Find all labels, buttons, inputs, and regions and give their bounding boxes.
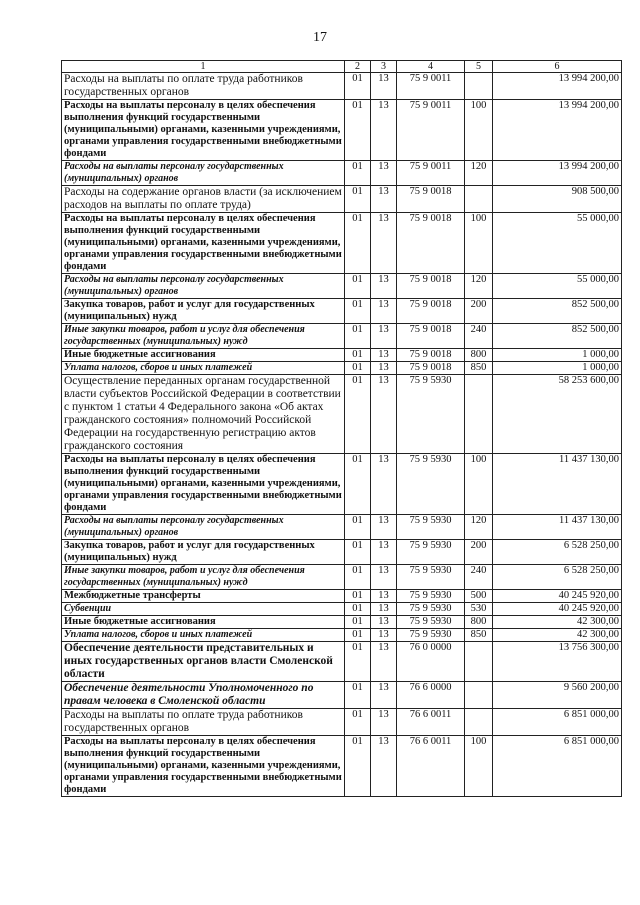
cell-amount: 58 253 600,00: [493, 375, 622, 454]
table-row: [62, 161, 622, 186]
cell-target-article: 75 9 5930: [397, 603, 465, 616]
cell-amount: 55 000,00: [493, 274, 622, 299]
cell-name: Обеспечение деятельности представительных и иных государственных органов власти Смоленской области: [62, 642, 345, 682]
cell-subsection: 13: [371, 299, 397, 324]
cell-target-article: 76 0 0000: [397, 642, 465, 682]
table-row: [62, 186, 622, 213]
table-row: [62, 540, 622, 565]
cell-name: Межбюджетные трансферты: [62, 590, 345, 603]
cell-name: Иные бюджетные ассигнования: [62, 616, 345, 629]
cell-subsection: 13: [371, 324, 397, 349]
table-row: [62, 515, 622, 540]
cell-section: 01: [345, 299, 371, 324]
cell-name: Уплата налогов, сборов и иных платежей: [62, 362, 345, 375]
cell-expense-type: 120: [465, 515, 493, 540]
table-row: [62, 736, 622, 797]
table-row: [62, 213, 622, 274]
cell-amount: 852 500,00: [493, 299, 622, 324]
cell-target-article: 75 9 5930: [397, 540, 465, 565]
cell-expense-type: 800: [465, 616, 493, 629]
cell-amount: 42 300,00: [493, 616, 622, 629]
cell-target-article: 75 9 0011: [397, 73, 465, 100]
cell-expense-type: 100: [465, 213, 493, 274]
cell-expense-type: 240: [465, 324, 493, 349]
cell-target-article: 75 9 5930: [397, 590, 465, 603]
cell-name: Иные закупки товаров, работ и услуг для обеспечения государственных (муниципальных) нужд: [62, 324, 345, 349]
cell-amount: 11 437 130,00: [493, 515, 622, 540]
cell-section: 01: [345, 736, 371, 797]
cell-target-article: 75 9 5930: [397, 454, 465, 515]
cell-subsection: 13: [371, 100, 397, 161]
cell-subsection: 13: [371, 515, 397, 540]
cell-expense-type: 200: [465, 540, 493, 565]
cell-target-article: 75 9 5930: [397, 616, 465, 629]
cell-expense-type: [465, 642, 493, 682]
cell-target-article: 75 9 0018: [397, 299, 465, 324]
table-row: [62, 682, 622, 709]
table-row: [62, 590, 622, 603]
cell-expense-type: 240: [465, 565, 493, 590]
cell-expense-type: 100: [465, 100, 493, 161]
cell-name: Иные закупки товаров, работ и услуг для обеспечения государственных (муниципальных) нужд: [62, 565, 345, 590]
cell-subsection: 13: [371, 540, 397, 565]
table-row: [62, 375, 622, 454]
cell-target-article: 75 9 0011: [397, 100, 465, 161]
cell-section: 01: [345, 454, 371, 515]
cell-expense-type: 800: [465, 349, 493, 362]
cell-name: Уплата налогов, сборов и иных платежей: [62, 629, 345, 642]
cell-section: 01: [345, 515, 371, 540]
table-row: [62, 565, 622, 590]
cell-amount: 6 851 000,00: [493, 736, 622, 797]
cell-subsection: 13: [371, 362, 397, 375]
cell-name: Расходы на выплаты персоналу в целях обеспечения выполнения функций государственными (муниципальными) органами, казенными учреждениями, органами управления государственными внебюджетными фондами: [62, 100, 345, 161]
cell-expense-type: 500: [465, 590, 493, 603]
cell-subsection: 13: [371, 454, 397, 515]
cell-target-article: 75 9 0018: [397, 213, 465, 274]
cell-section: 01: [345, 603, 371, 616]
cell-section: 01: [345, 274, 371, 299]
table-row: [62, 324, 622, 349]
cell-amount: 13 756 300,00: [493, 642, 622, 682]
cell-target-article: 76 6 0000: [397, 682, 465, 709]
cell-amount: 908 500,00: [493, 186, 622, 213]
cell-subsection: 13: [371, 642, 397, 682]
cell-target-article: 76 6 0011: [397, 709, 465, 736]
cell-section: 01: [345, 186, 371, 213]
cell-name: Расходы на выплаты персоналу в целях обеспечения выполнения функций государственными (муниципальными) органами, казенными учреждениями, органами управления государственными внебюджетными фондами: [62, 213, 345, 274]
cell-name: Расходы на выплаты персоналу государственных (муниципальных) органов: [62, 161, 345, 186]
cell-expense-type: [465, 375, 493, 454]
cell-amount: 55 000,00: [493, 213, 622, 274]
cell-section: 01: [345, 540, 371, 565]
cell-subsection: 13: [371, 213, 397, 274]
cell-amount: 13 994 200,00: [493, 161, 622, 186]
cell-expense-type: 100: [465, 454, 493, 515]
cell-target-article: 75 9 0018: [397, 274, 465, 299]
cell-amount: 40 245 920,00: [493, 603, 622, 616]
cell-name: Расходы на содержание органов власти (за исключением расходов на выплаты по оплате труда): [62, 186, 345, 213]
cell-name: Расходы на выплаты персоналу в целях обеспечения выполнения функций государственными (муниципальными) органами, казенными учреждениями, органами управления государственными внебюджетными фондами: [62, 736, 345, 797]
cell-expense-type: 850: [465, 362, 493, 375]
table-row: [62, 629, 622, 642]
table-row: [62, 603, 622, 616]
cell-subsection: 13: [371, 616, 397, 629]
header-cell: 2: [345, 61, 371, 73]
cell-amount: 1 000,00: [493, 349, 622, 362]
cell-name: Расходы на выплаты персоналу в целях обеспечения выполнения функций государственными (муниципальными) органами, казенными учреждениями, органами управления государственными внебюджетными фондами: [62, 454, 345, 515]
cell-amount: 13 994 200,00: [493, 100, 622, 161]
cell-expense-type: [465, 709, 493, 736]
table-row: [62, 100, 622, 161]
cell-target-article: 75 9 5930: [397, 565, 465, 590]
page-number: 17: [313, 30, 327, 45]
cell-section: 01: [345, 642, 371, 682]
cell-subsection: 13: [371, 682, 397, 709]
cell-subsection: 13: [371, 73, 397, 100]
cell-subsection: 13: [371, 161, 397, 186]
cell-target-article: 75 9 0011: [397, 161, 465, 186]
cell-target-article: 75 9 5930: [397, 629, 465, 642]
cell-amount: 42 300,00: [493, 629, 622, 642]
cell-expense-type: 200: [465, 299, 493, 324]
cell-amount: 40 245 920,00: [493, 590, 622, 603]
cell-name: Закупка товаров, работ и услуг для государственных (муниципальных) нужд: [62, 540, 345, 565]
cell-expense-type: [465, 682, 493, 709]
cell-expense-type: [465, 186, 493, 213]
cell-name: Закупка товаров, работ и услуг для государственных (муниципальных) нужд: [62, 299, 345, 324]
cell-target-article: 75 9 0018: [397, 349, 465, 362]
cell-subsection: 13: [371, 186, 397, 213]
cell-section: 01: [345, 375, 371, 454]
cell-section: 01: [345, 324, 371, 349]
cell-name: Расходы на выплаты персоналу государственных (муниципальных) органов: [62, 515, 345, 540]
cell-subsection: 13: [371, 603, 397, 616]
cell-subsection: 13: [371, 629, 397, 642]
cell-subsection: 13: [371, 375, 397, 454]
cell-amount: 6 851 000,00: [493, 709, 622, 736]
cell-amount: 11 437 130,00: [493, 454, 622, 515]
cell-section: 01: [345, 565, 371, 590]
cell-name: Расходы на выплаты персоналу государственных (муниципальных) органов: [62, 274, 345, 299]
header-cell: 5: [465, 61, 493, 73]
cell-expense-type: 100: [465, 736, 493, 797]
header-cell: 3: [371, 61, 397, 73]
cell-section: 01: [345, 161, 371, 186]
cell-expense-type: 120: [465, 274, 493, 299]
cell-expense-type: 530: [465, 603, 493, 616]
cell-section: 01: [345, 709, 371, 736]
cell-name: Расходы на выплаты по оплате труда работников государственных органов: [62, 709, 345, 736]
cell-section: 01: [345, 616, 371, 629]
cell-target-article: 75 9 0018: [397, 324, 465, 349]
cell-section: 01: [345, 682, 371, 709]
cell-name: Субвенции: [62, 603, 345, 616]
cell-subsection: 13: [371, 349, 397, 362]
cell-section: 01: [345, 100, 371, 161]
header-cell: 4: [397, 61, 465, 73]
cell-target-article: 75 9 5930: [397, 375, 465, 454]
table-row: [62, 299, 622, 324]
cell-amount: 852 500,00: [493, 324, 622, 349]
cell-subsection: 13: [371, 590, 397, 603]
cell-expense-type: 120: [465, 161, 493, 186]
budget-table: [61, 60, 622, 797]
cell-name: Иные бюджетные ассигнования: [62, 349, 345, 362]
cell-subsection: 13: [371, 274, 397, 299]
cell-expense-type: [465, 73, 493, 100]
table-row: [62, 362, 622, 375]
cell-name: Обеспечение деятельности Уполномоченного по правам человека в Смоленской области: [62, 682, 345, 709]
cell-section: 01: [345, 213, 371, 274]
cell-target-article: 76 6 0011: [397, 736, 465, 797]
table-row: [62, 274, 622, 299]
cell-amount: 9 560 200,00: [493, 682, 622, 709]
cell-section: 01: [345, 629, 371, 642]
table-row: [62, 642, 622, 682]
cell-target-article: 75 9 0018: [397, 186, 465, 213]
cell-amount: 6 528 250,00: [493, 565, 622, 590]
table-row: [62, 349, 622, 362]
cell-name: Расходы на выплаты по оплате труда работников государственных органов: [62, 73, 345, 100]
cell-target-article: 75 9 5930: [397, 515, 465, 540]
table-row: [62, 709, 622, 736]
cell-amount: 13 994 200,00: [493, 73, 622, 100]
cell-amount: 6 528 250,00: [493, 540, 622, 565]
table-body: [62, 73, 622, 797]
header-row: [62, 61, 622, 73]
cell-name: Осуществление переданных органам государственной власти субъектов Российской Федерации в соответствии с пунктом 1 статьи 4 Федерального закона «Об актах гражданского состояния» полномочий Российской Федерации на государственную регистрацию актов гражданского состояния: [62, 375, 345, 454]
cell-amount: 1 000,00: [493, 362, 622, 375]
header-cell: 6: [493, 61, 622, 73]
cell-section: 01: [345, 362, 371, 375]
cell-subsection: 13: [371, 709, 397, 736]
cell-subsection: 13: [371, 565, 397, 590]
table-row: [62, 73, 622, 100]
cell-section: 01: [345, 349, 371, 362]
cell-section: 01: [345, 73, 371, 100]
table-row: [62, 454, 622, 515]
table-row: [62, 616, 622, 629]
header-cell: 1: [62, 61, 345, 73]
cell-expense-type: 850: [465, 629, 493, 642]
cell-subsection: 13: [371, 736, 397, 797]
cell-target-article: 75 9 0018: [397, 362, 465, 375]
cell-section: 01: [345, 590, 371, 603]
